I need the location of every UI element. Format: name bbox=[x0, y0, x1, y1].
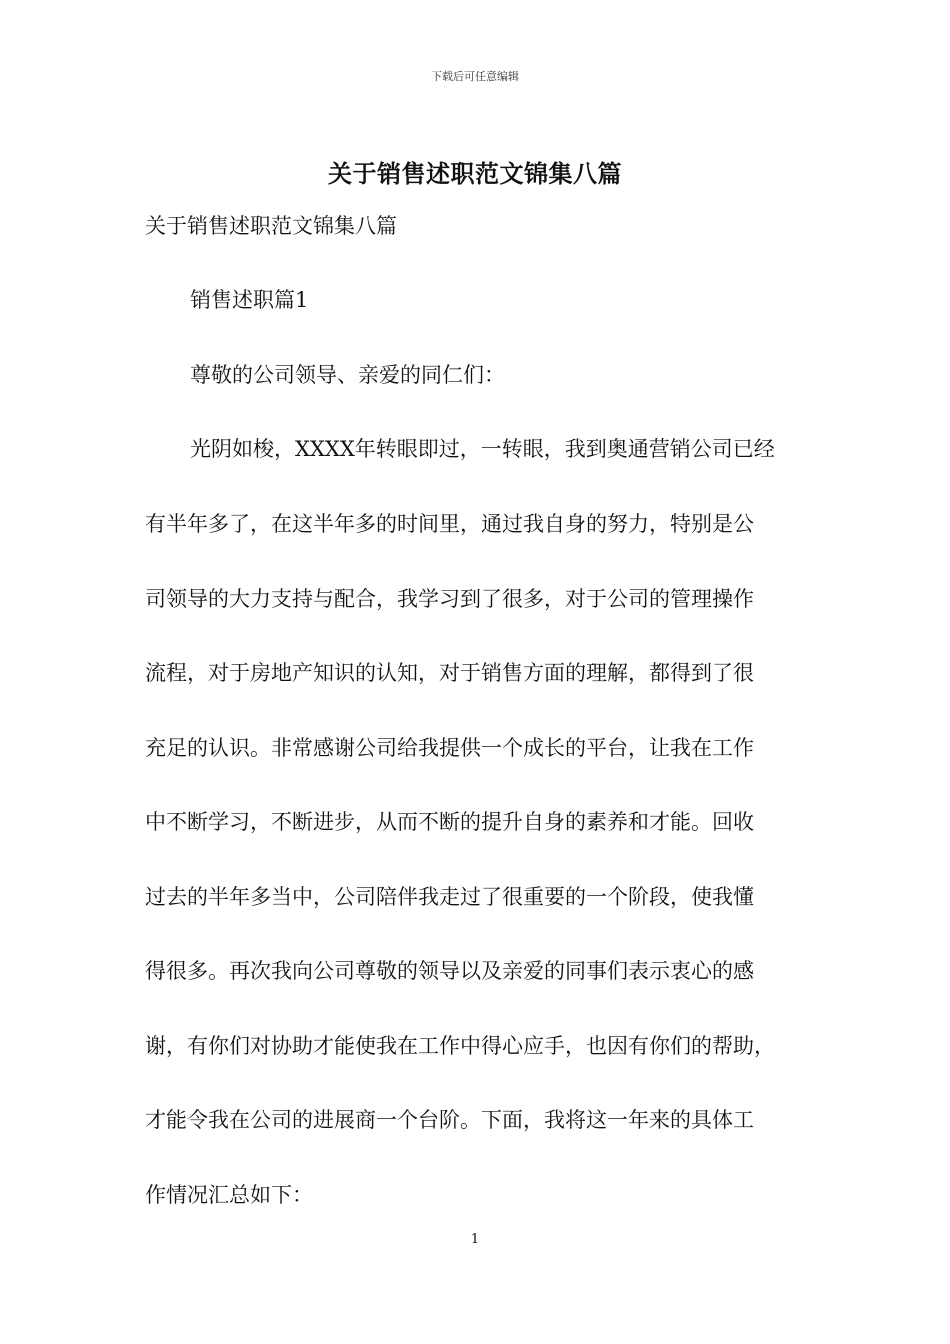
body-line: 司领导的大力支持与配合，我学习到了很多，对于公司的管理操作 bbox=[145, 587, 754, 611]
body-line: 光阴如梭，XXXX年转眼即过，一转眼，我到奥通营销公司已经 bbox=[190, 437, 775, 461]
body-line: 充足的认识。非常感谢公司给我提供一个成长的平台，让我在工作 bbox=[145, 736, 754, 760]
body-line: 作情况汇总如下： bbox=[145, 1183, 313, 1207]
greeting-line: 尊敬的公司领导、亲爱的同仁们： bbox=[190, 363, 505, 387]
document-title: 关于销售述职范文锦集八篇 bbox=[328, 159, 622, 188]
body-line: 流程，对于房地产知识的认知，对于销售方面的理解，都得到了很 bbox=[145, 661, 754, 685]
page-number: 1 bbox=[470, 1232, 480, 1247]
body-line: 谢，有你们对协助才能使我在工作中得心应手，也因有你们的帮助， bbox=[145, 1034, 775, 1058]
body-line: 有半年多了，在这半年多的时间里，通过我自身的努力，特别是公 bbox=[145, 512, 754, 536]
body-line: 得很多。再次我向公司尊敬的领导以及亲爱的同事们表示衷心的感 bbox=[145, 959, 754, 983]
document-subtitle: 关于销售述职范文锦集八篇 bbox=[145, 214, 397, 238]
section-heading: 销售述职篇1 bbox=[190, 288, 309, 312]
body-line: 过去的半年多当中，公司陪伴我走过了很重要的一个阶段，使我懂 bbox=[145, 885, 754, 909]
body-line: 才能令我在公司的进展商一个台阶。下面，我将这一年来的具体工 bbox=[145, 1108, 754, 1132]
body-line: 中不断学习，不断进步，从而不断的提升自身的素养和才能。回收 bbox=[145, 810, 754, 834]
header-note: 下载后可任意编辑 bbox=[431, 70, 519, 83]
